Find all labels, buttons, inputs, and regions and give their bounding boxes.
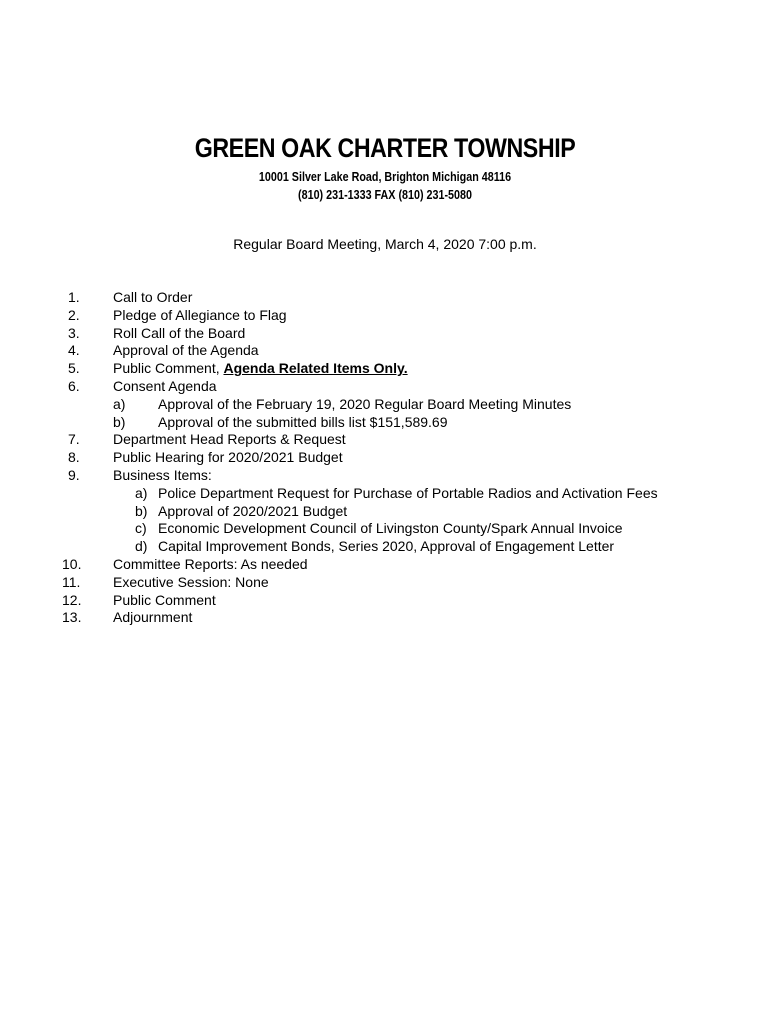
sub-item-text: Economic Development Council of Livingston County/Spark Annual Invoice	[158, 520, 623, 537]
agenda-item-number: 3.	[68, 324, 80, 341]
agenda-item-text: Business Items:	[113, 466, 212, 483]
agenda-item-text: Adjournment	[113, 609, 193, 626]
sub-item-letter: b)	[113, 413, 126, 430]
agenda-item-emphasis: Agenda Related Items Only.	[223, 360, 408, 377]
agenda-item	[0, 289, 770, 307]
agenda-item	[0, 307, 770, 325]
agenda-list	[0, 289, 770, 627]
sub-item-text: Approval of the submitted bills list $151,589.69	[158, 413, 448, 430]
agenda-item-text: Committee Reports: As needed	[113, 555, 308, 572]
sub-item-letter: b)	[135, 502, 148, 519]
agenda-item-number: 9.	[68, 466, 80, 483]
agenda-item	[0, 609, 770, 627]
agenda-item-text: Public Comment	[113, 591, 216, 608]
agenda-item	[0, 574, 770, 592]
consent-sub-item	[0, 396, 770, 414]
sub-item-letter: a)	[135, 484, 148, 501]
agenda-item	[0, 449, 770, 467]
agenda-item	[0, 360, 770, 378]
agenda-item-number: 1.	[68, 289, 80, 305]
meeting-line: Regular Board Meeting, March 4, 2020 7:00 p.m.	[233, 236, 537, 252]
agenda-item-text: Executive Session: None	[113, 573, 269, 590]
sub-item-text: Approval of the February 19, 2020 Regular Board Meeting Minutes	[158, 395, 572, 412]
sub-item-letter: c)	[135, 520, 147, 537]
agenda-item-number: 6.	[68, 377, 80, 394]
consent-sub-item	[0, 414, 770, 432]
agenda-item	[0, 592, 770, 610]
agenda-item-number: 2.	[68, 306, 80, 323]
agenda-item-text: Pledge of Allegiance to Flag	[113, 306, 287, 323]
business-sub-item	[0, 485, 770, 503]
agenda-item-number: 13.	[62, 609, 82, 626]
agenda-item-text	[113, 360, 408, 378]
agenda-item-number: 4.	[68, 342, 80, 359]
agenda-item-text: Public Hearing for 2020/2021 Budget	[113, 449, 343, 466]
document-header	[0, 128, 770, 204]
agenda-item-text: Approval of the Agenda	[113, 342, 259, 359]
sub-item-text: Police Department Request for Purchase of Portable Radios and Activation Fees	[158, 484, 658, 501]
business-sub-item	[0, 520, 770, 538]
agenda-item	[0, 431, 770, 449]
agenda-item	[0, 325, 770, 343]
agenda-item	[0, 342, 770, 360]
business-sub-item	[0, 538, 770, 556]
township-title: GREEN OAK CHARTER TOWNSHIP	[194, 133, 576, 163]
agenda-item	[0, 467, 770, 485]
agenda-item-number: 11.	[62, 573, 81, 590]
business-sub-item	[0, 503, 770, 521]
sub-item-text: Capital Improvement Bonds, Series 2020, Approval of Engagement Letter	[158, 538, 615, 555]
agenda-item-text: Call to Order	[113, 289, 193, 305]
agenda-item-number: 5.	[68, 360, 80, 377]
agenda-item-text: Consent Agenda	[113, 377, 217, 394]
agenda-item-text: Department Head Reports & Request	[113, 431, 346, 448]
sub-item-letter: d)	[135, 538, 148, 555]
agenda-item-number: 12.	[62, 591, 82, 608]
agenda-item	[0, 378, 770, 396]
agenda-item-number: 8.	[68, 449, 80, 466]
agenda-item-number: 7.	[68, 431, 80, 448]
agenda-item-lead: Public Comment,	[113, 360, 224, 377]
agenda-item-text: Roll Call of the Board	[113, 324, 246, 341]
sub-item-letter: a)	[113, 395, 126, 412]
agenda-item-number: 10.	[62, 555, 82, 572]
sub-item-text: Approval of 2020/2021 Budget	[158, 502, 348, 519]
agenda-item	[0, 556, 770, 574]
township-address: 10001 Silver Lake Road, Brighton Michigan 48116	[258, 170, 512, 184]
township-phone-fax: (810) 231-1333 FAX (810) 231-5080	[298, 188, 472, 202]
